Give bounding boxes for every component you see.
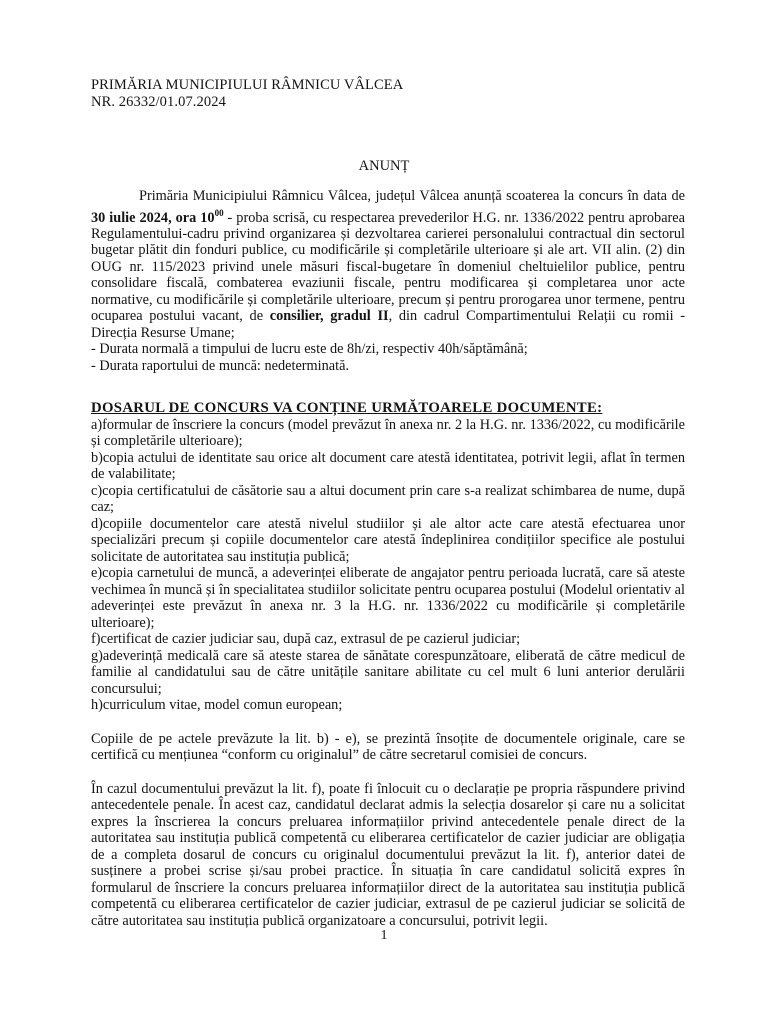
- document-item: h)curriculum vitae, model comun european;: [91, 697, 343, 714]
- intro-paragraph: [91, 188, 685, 341]
- intro-text-2: - proba scrisă, cu respectarea prevederilor H.G. nr. 1336/2022 pentru aprobarea Regulamentului-cadru privind organizarea și dezvoltarea carierei personalului contractual din sectorul bugetar plătit din fonduri publice, cu modificările și completările ulterioare și ale art. VII alin. (2) din OUG nr. 115/2023 privind unele măsuri fiscal-bugetare în domeniul cheltuielilor publice, pentru consolidare fiscală, combaterea evaziunii fiscale, pentru modificarea și completarea unor acte normative, cu modificările și completările ulterioare, precum și pentru prorogarea unor termene, pentru ocuparea postului vacant, de: [91, 209, 685, 325]
- institution-name: PRIMĂRIA MUNICIPIULUI RÂMNICU VÂLCEA: [91, 77, 404, 93]
- document-item: g)adeverință medicală care să ateste starea de sănătate corespunzătoare, eliberată de către medicul de familie al candidatului sau de către unitățile sanitare abilitate cu cel mult 6 luni anterior derulării concursului;: [91, 647, 685, 697]
- document-item: c)copia certificatului de căsătorie sau a altui document prin care s-a realizat schimbarea de nume, după caz;: [91, 482, 685, 516]
- dosar-heading: DOSARUL DE CONCURS VA CONȚINE URMĂTOARELE DOCUMENTE:: [91, 400, 603, 417]
- document-title: ANUNȚ: [358, 158, 410, 174]
- contest-date: 30 iulie 2024, ora 10: [91, 209, 215, 226]
- intro-text-1: Primăria Municipiului Râmnicu Vâlcea, județul Vâlcea anunță scoaterea la concurs în data de: [139, 188, 685, 204]
- document-item: e)copia carnetului de muncă, a adeverinței eliberate de angajator pentru perioada lucrată, care să ateste vechimea în muncă și în specialitatea studiilor solicitate pentru ocuparea postului (Modelul orientativ al adeverinței este prevăzut în anexa nr. 3 la H.G. nr. 1336/2022 cu modificările și completările ulterioare);: [91, 565, 685, 631]
- document-body: [91, 188, 685, 929]
- copies-note: Copiile de pe actele prevăzute la lit. b) - e), se prezintă însoțite de documentele originale, care se certifică cu mențiunea “conform cu originalul” de către secretarul comisiei de concurs.: [91, 730, 685, 764]
- document-item: b)copia actului de identitate sau orice alt document care atestă identitatea, potrivit legii, aflat în termen de valabilitate;: [91, 449, 685, 483]
- post-name: consilier, gradul II: [269, 308, 389, 325]
- cazier-note: În cazul documentului prevăzut la lit. f), poate fi înlocuit cu o declarație pe propria răspundere privind antecedentele penale. În acest caz, candidatul declarat admis la selecția dosarelor și care nu a solicitat expres la înscrierea la concurs preluarea informațiilor privind antecedentele penale direct de la autoritatea sau instituția publică competentă cu eliberarea certificatelor de cazier judiciar are obligația de a completa dosarul de concurs cu originalul documentului prevăzut la lit. f), anterior datei de susținere a probei scrise și/sau probei practice. În situația în care candidatul solicită expres în formularul de înscriere la concurs preluarea informațiilor direct de la autoritatea sau instituția publică competentă cu eliberarea certificatelor de cazier judiciar, extrasul de pe cazierul judiciar se solicită de către autoritatea sau instituția publică organizatoare a concursului, potrivit legii.: [91, 780, 685, 929]
- registration-number: NR. 26332/01.07.2024: [91, 94, 226, 110]
- document-header: [91, 77, 403, 111]
- intro-text-3: , din cadrul Compartimentului Relații cu romii - Direcția Resurse Umane;: [91, 308, 685, 341]
- contest-time-minutes: 00: [214, 207, 224, 218]
- condition-line: - Durata raportului de muncă: nedeterminată.: [91, 357, 350, 374]
- condition-line: - Durata normală a timpului de lucru este de 8h/zi, respectiv 40h/săptămână;: [91, 341, 528, 358]
- document-item: a)formular de înscriere la concurs (model prevăzut în anexa nr. 2 la H.G. nr. 1336/2022, cu modificările și completările ulterioare);: [91, 416, 685, 450]
- page-number: 1: [380, 928, 388, 943]
- document-item: d)copiile documentelor care atestă nivelul studiilor și ale altor acte care atestă efectuarea unor specializări precum și copiile documentelor care atestă îndeplinirea condițiilor specifice ale postului solicitate de autoritatea sau instituția publică;: [91, 515, 685, 565]
- document-item: f)certificat de cazier judiciar sau, după caz, extrasul de pe cazierul judiciar;: [91, 631, 521, 648]
